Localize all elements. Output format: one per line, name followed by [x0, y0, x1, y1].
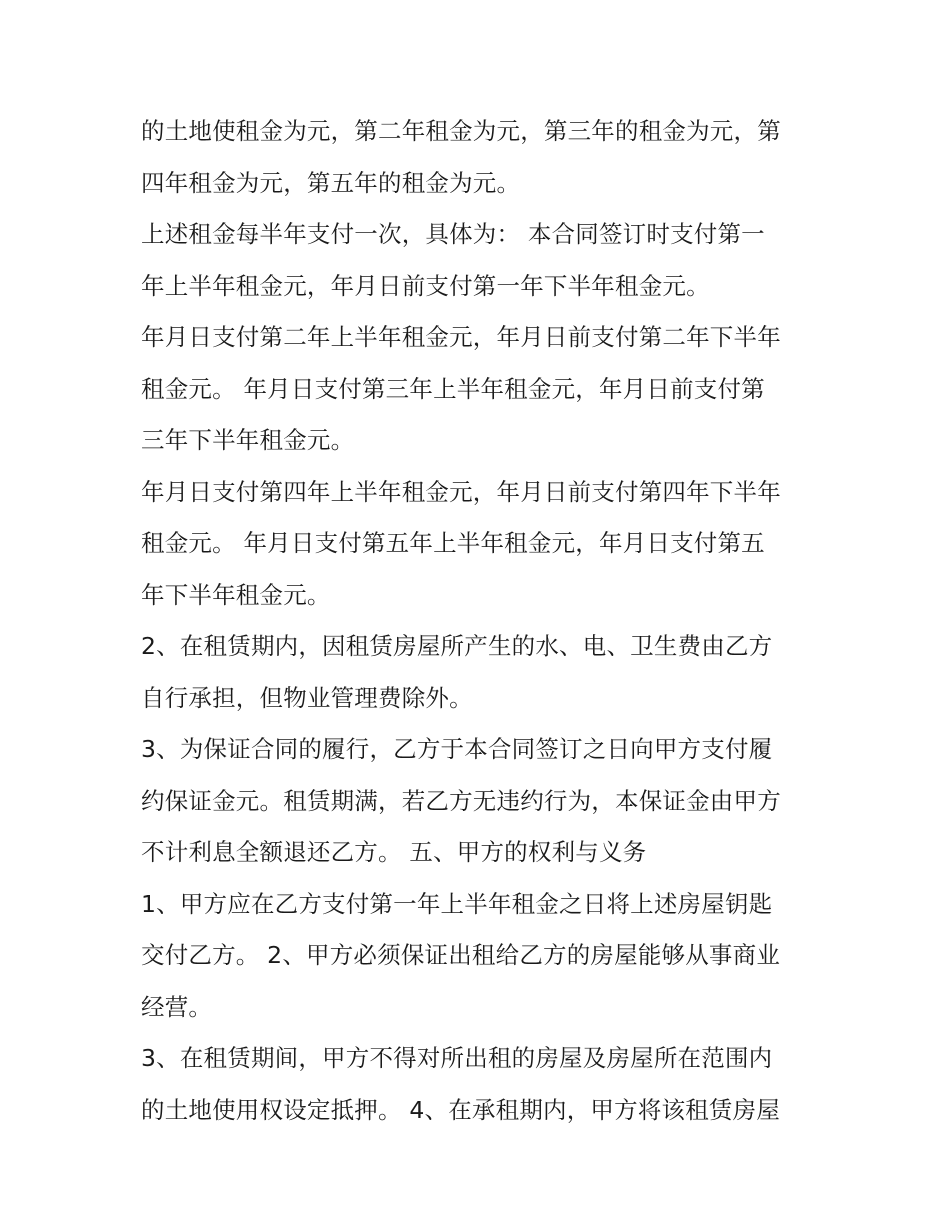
- text-line: 的土地使用权设定抵押。 4、在承租期内，甲方将该租赁房屋: [141, 1095, 781, 1124]
- text-line: 三年下半年租金元。: [141, 426, 355, 454]
- text-line: 不计利息全额退还乙方。 五、甲方的权利与义务: [141, 838, 647, 866]
- text-line: 约保证金元。租赁期满，若乙方无违约行为，本保证金由甲方: [141, 786, 781, 815]
- text-line: 年上半年租金元，年月日前支付第一年下半年租金元。: [141, 271, 710, 300]
- text-line: 四年租金为元，第五年的租金为元。: [141, 168, 521, 197]
- text-line: 3、在租赁期间，甲方不得对所出租的房屋及房屋所在范围内: [141, 1044, 773, 1072]
- text-line: 年下半年租金元。: [141, 580, 331, 609]
- text-line: 自行承担，但物业管理费除外。: [141, 683, 473, 712]
- text-line: 上述租金每半年支付一次，具体为： 本合同签订时支付第一: [141, 220, 765, 248]
- text-line: 交付乙方。 2、甲方必须保证出租给乙方的房屋能够从事商业: [141, 941, 781, 969]
- text-line: 租金元。 年月日支付第三年上半年租金元，年月日前支付第: [141, 374, 765, 403]
- text-line: 2、在租赁期内，因租赁房屋所产生的水、电、卫生费由乙方: [141, 632, 773, 660]
- text-line: 的土地使租金为元，第二年租金为元，第三年的租金为元，第: [141, 117, 781, 145]
- text-line: 年月日支付第二年上半年租金元，年月日前支付第二年下半年: [141, 323, 781, 351]
- text-line: 经营。: [141, 992, 213, 1021]
- text-line: 3、为保证合同的履行，乙方于本合同签订之日向甲方支付履: [141, 735, 773, 763]
- text-line: 年月日支付第四年上半年租金元，年月日前支付第四年下半年: [141, 477, 781, 506]
- text-line: 租金元。 年月日支付第五年上半年租金元，年月日支付第五: [141, 529, 765, 557]
- text-line: 1、甲方应在乙方支付第一年上半年租金之日将上述房屋钥匙: [141, 889, 773, 918]
- contract-text-body: [141, 106, 831, 1136]
